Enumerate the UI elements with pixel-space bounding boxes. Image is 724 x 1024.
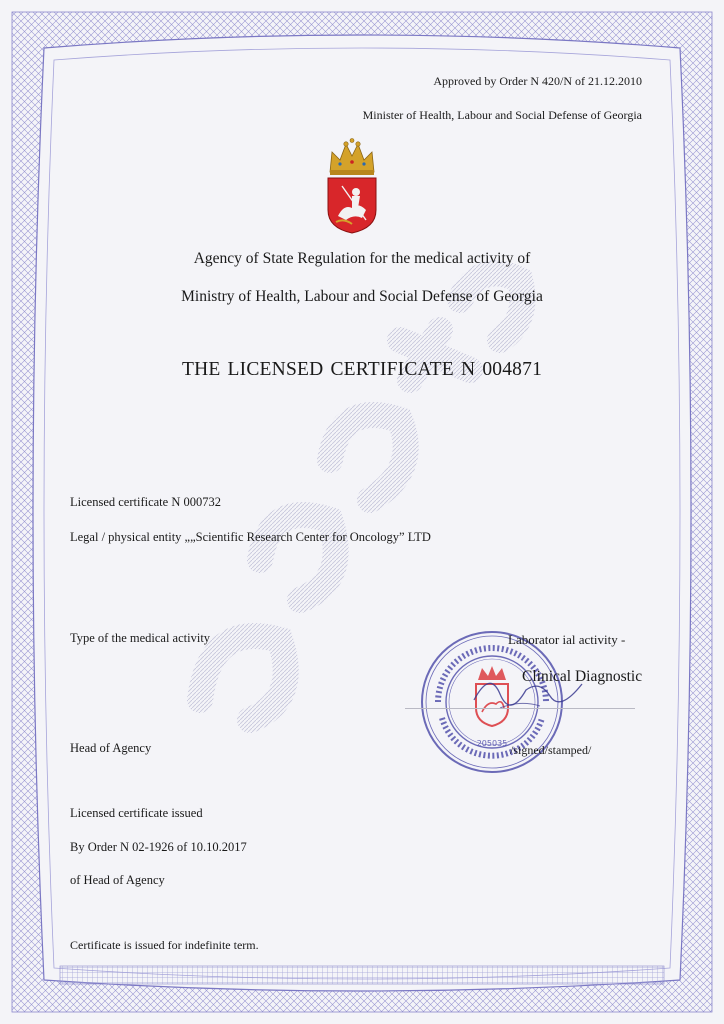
legal-entity: Legal / physical entity „„Scientific Research Center for Oncology” LTD	[70, 530, 431, 544]
activity-value-line-2: Clinical Diagnostic	[522, 668, 643, 685]
activity-value-line-1: Laborator ial activity -	[508, 632, 626, 647]
signature-line	[405, 708, 635, 709]
issued-by-order: By Order N 02-1926 of 10.10.2017	[70, 840, 247, 854]
agency-title-line-1: Agency of State Regulation for the medical activity of	[193, 250, 531, 267]
approved-by-order: Approved by Order N 420/N of 21.12.2010	[433, 74, 642, 88]
svg-text:205035: 205035	[476, 739, 508, 748]
activity-type-label: Type of the medical activity	[70, 631, 211, 645]
of-head-of-agency: of Head of Agency	[70, 873, 165, 887]
coat-of-arms-icon	[322, 138, 382, 234]
term-note: Certificate is issued for indefinite term.	[70, 938, 259, 952]
minister-line: Minister of Health, Labour and Social Defense of Georgia	[362, 108, 642, 122]
certificate-title: THE LICENSED CERTIFICATE N 004871	[181, 359, 543, 380]
head-of-agency-label: Head of Agency	[70, 741, 152, 755]
agency-title-line-2: Ministry of Health, Labour and Social Defense of Georgia	[181, 288, 543, 305]
licensed-certificate-number: Licensed certificate N 000732	[70, 495, 221, 509]
issued-label: Licensed certificate issued	[70, 806, 203, 820]
signed-stamped-note: /signed/stamped/	[510, 743, 592, 757]
